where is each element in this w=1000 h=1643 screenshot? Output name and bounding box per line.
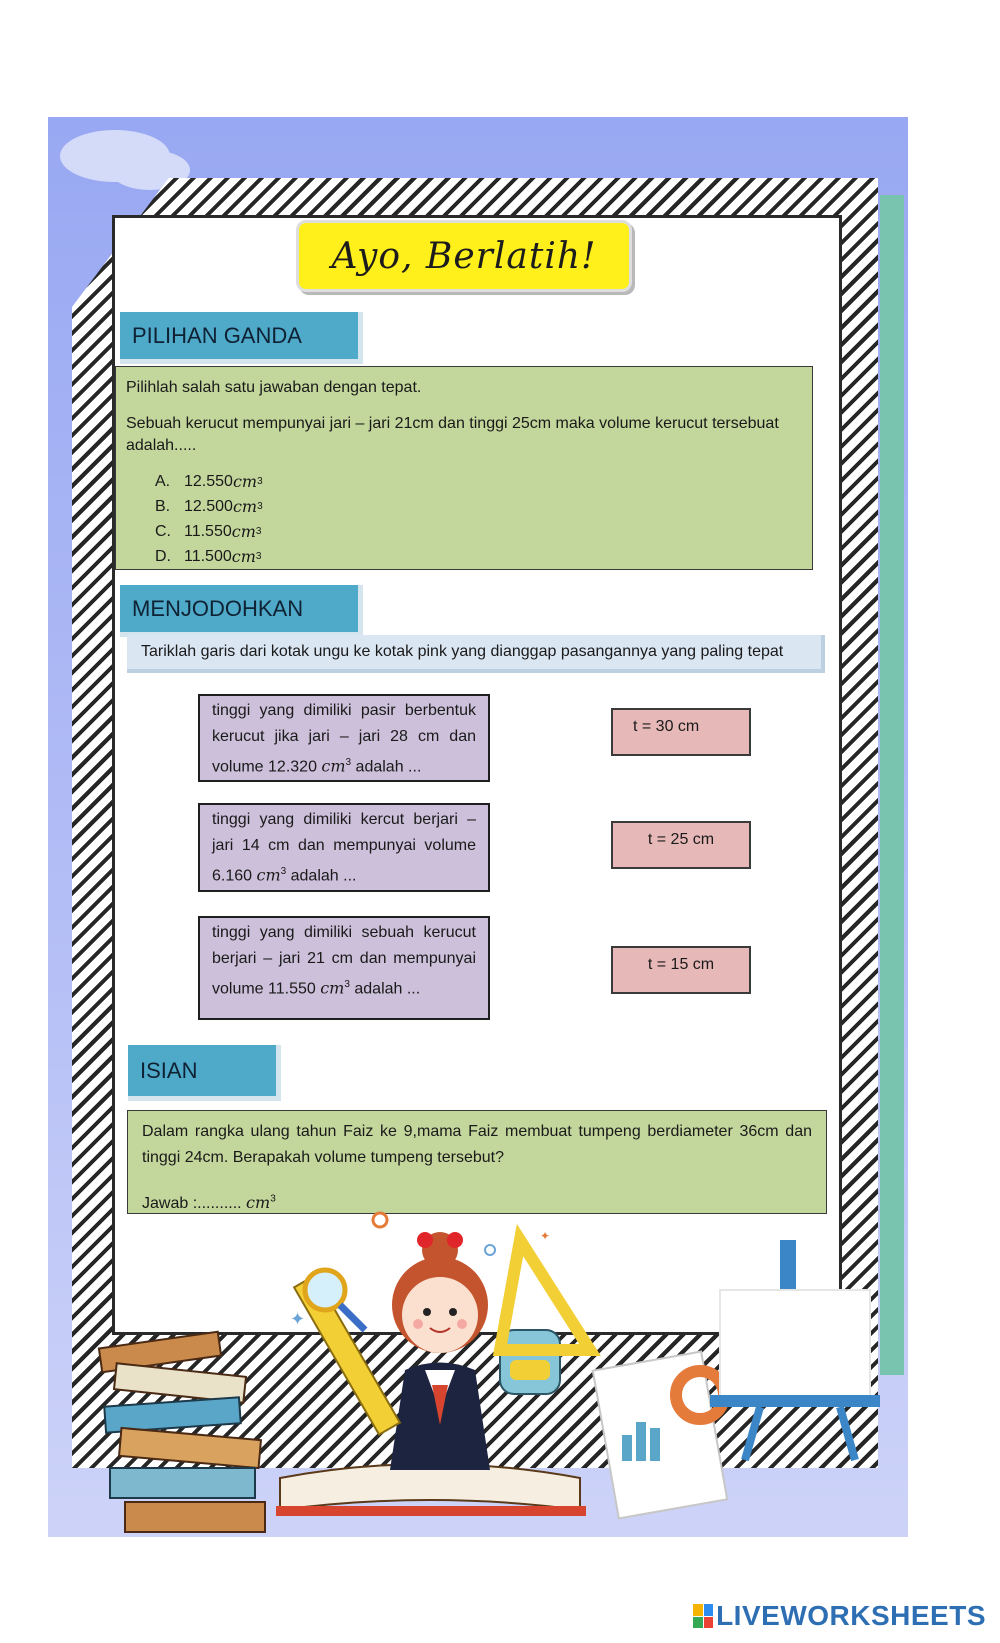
mc-question: Sebuah kerucut mempunyai jari – jari 21cm dan tinggi 25cm maka volume kerucut tersebuat adalah..... (126, 415, 779, 454)
option-value: 12.550 (184, 473, 233, 490)
volume-unit: cm (256, 865, 281, 885)
matching-instruction-text: Tariklah garis dari kotak ungu ke kotak pink yang dianggap pasangannya yang paling tepat (141, 643, 784, 660)
question-suffix: adalah ... (286, 867, 357, 885)
unit-exponent: 3 (255, 551, 262, 562)
option-value: 11.550 (184, 523, 232, 540)
volume-unit: cm (321, 756, 346, 776)
volume-unit: cm (232, 472, 258, 491)
volume-unit: cm (246, 1193, 271, 1212)
title-banner (296, 220, 632, 292)
svg-text:✦: ✦ (290, 1309, 306, 1330)
unit-exponent: 3 (255, 526, 262, 537)
multiple-choice-box (115, 366, 813, 570)
liveworksheets-branding (693, 1600, 986, 1632)
question-suffix: adalah ... (349, 980, 421, 998)
question-text: tinggi yang dimiliki kercut berjari – jari 14 cm dan mempunyai volume 6.160 (212, 811, 476, 885)
liveworksheets-logo-icon (693, 1604, 713, 1628)
option-letter: B. (155, 498, 171, 515)
matching-question-2[interactable] (198, 803, 490, 892)
section-heading-text: MENJODOHKAN (132, 595, 304, 621)
volume-unit: cm (231, 522, 256, 541)
svg-text:✦: ✦ (540, 1229, 551, 1243)
open-book-icon (276, 1464, 586, 1516)
book-stack-icon (99, 1332, 265, 1532)
question-text: tinggi yang dimiliki sebuah kerucut berjari – jari 21 cm dan mempunyai volume 11.550 (212, 924, 476, 998)
unit-exponent: 3 (257, 476, 263, 487)
matching-question-1[interactable] (198, 694, 490, 782)
fill-in-question: Dalam rangka ulang tahun Faiz ke 9,mama Faiz membuat tumpeng berdiameter 36cm dan tinggi 24cm. Berapakah volume tumpeng tersebut? (142, 1123, 812, 1166)
answer-text: t = 30 cm (633, 718, 700, 735)
answer-prefix: Jawab :.......... (142, 1195, 247, 1212)
mc-options (126, 469, 802, 569)
answer-text: t = 15 cm (647, 956, 715, 973)
section-heading-text: PILIHAN GANDA (132, 322, 302, 348)
mc-option-a[interactable] (155, 469, 802, 494)
unit-exponent: 3 (344, 979, 350, 990)
backpack-icon (500, 1330, 560, 1394)
brand-name: LIVEWORKSHEETS (716, 1600, 986, 1631)
section-heading-pilihan-ganda (120, 312, 363, 364)
mc-option-b[interactable] (155, 494, 802, 519)
option-value: 12.500 (184, 498, 233, 515)
student-illustration (80, 1210, 900, 1540)
page-title: Ayo, Berlatih! (331, 235, 597, 277)
section-heading-text: ISIAN (140, 1057, 198, 1083)
question-suffix: adalah ... (351, 758, 422, 776)
matching-answer-3[interactable] (611, 946, 751, 994)
volume-unit: cm (320, 978, 345, 998)
option-letter: D. (155, 548, 171, 565)
option-letter: A. (155, 473, 171, 490)
mc-option-d[interactable] (155, 544, 802, 569)
student-girl-icon (390, 1232, 490, 1470)
section-heading-isian (128, 1045, 281, 1101)
fill-in-box (127, 1110, 827, 1214)
unit-exponent: 3 (280, 866, 287, 877)
volume-unit: cm (231, 547, 256, 566)
matching-question-3[interactable] (198, 916, 490, 1020)
mc-instruction: Pilihlah salah satu jawaban dengan tepat. (126, 379, 422, 396)
unit-exponent: 3 (270, 1193, 276, 1205)
matching-answer-2[interactable] (611, 821, 751, 869)
unit-exponent: 3 (257, 501, 263, 512)
teal-strip (880, 195, 904, 1375)
easel-icon (710, 1240, 880, 1460)
option-letter: C. (155, 523, 171, 540)
unit-exponent: 3 (345, 757, 352, 768)
chart-papers-icon (593, 1352, 727, 1519)
option-value: 11.500 (184, 548, 232, 565)
answer-text: t = 25 cm (647, 831, 715, 848)
matching-instruction (127, 635, 825, 673)
mc-option-c[interactable] (155, 519, 802, 544)
matching-answer-1[interactable] (611, 708, 751, 756)
section-heading-menjodohkan (120, 585, 363, 637)
question-text: tinggi yang dimiliki pasir berbentuk kerucut jika jari – jari 28 cm dan volume 12.320 (212, 702, 476, 776)
volume-unit: cm (232, 497, 258, 516)
